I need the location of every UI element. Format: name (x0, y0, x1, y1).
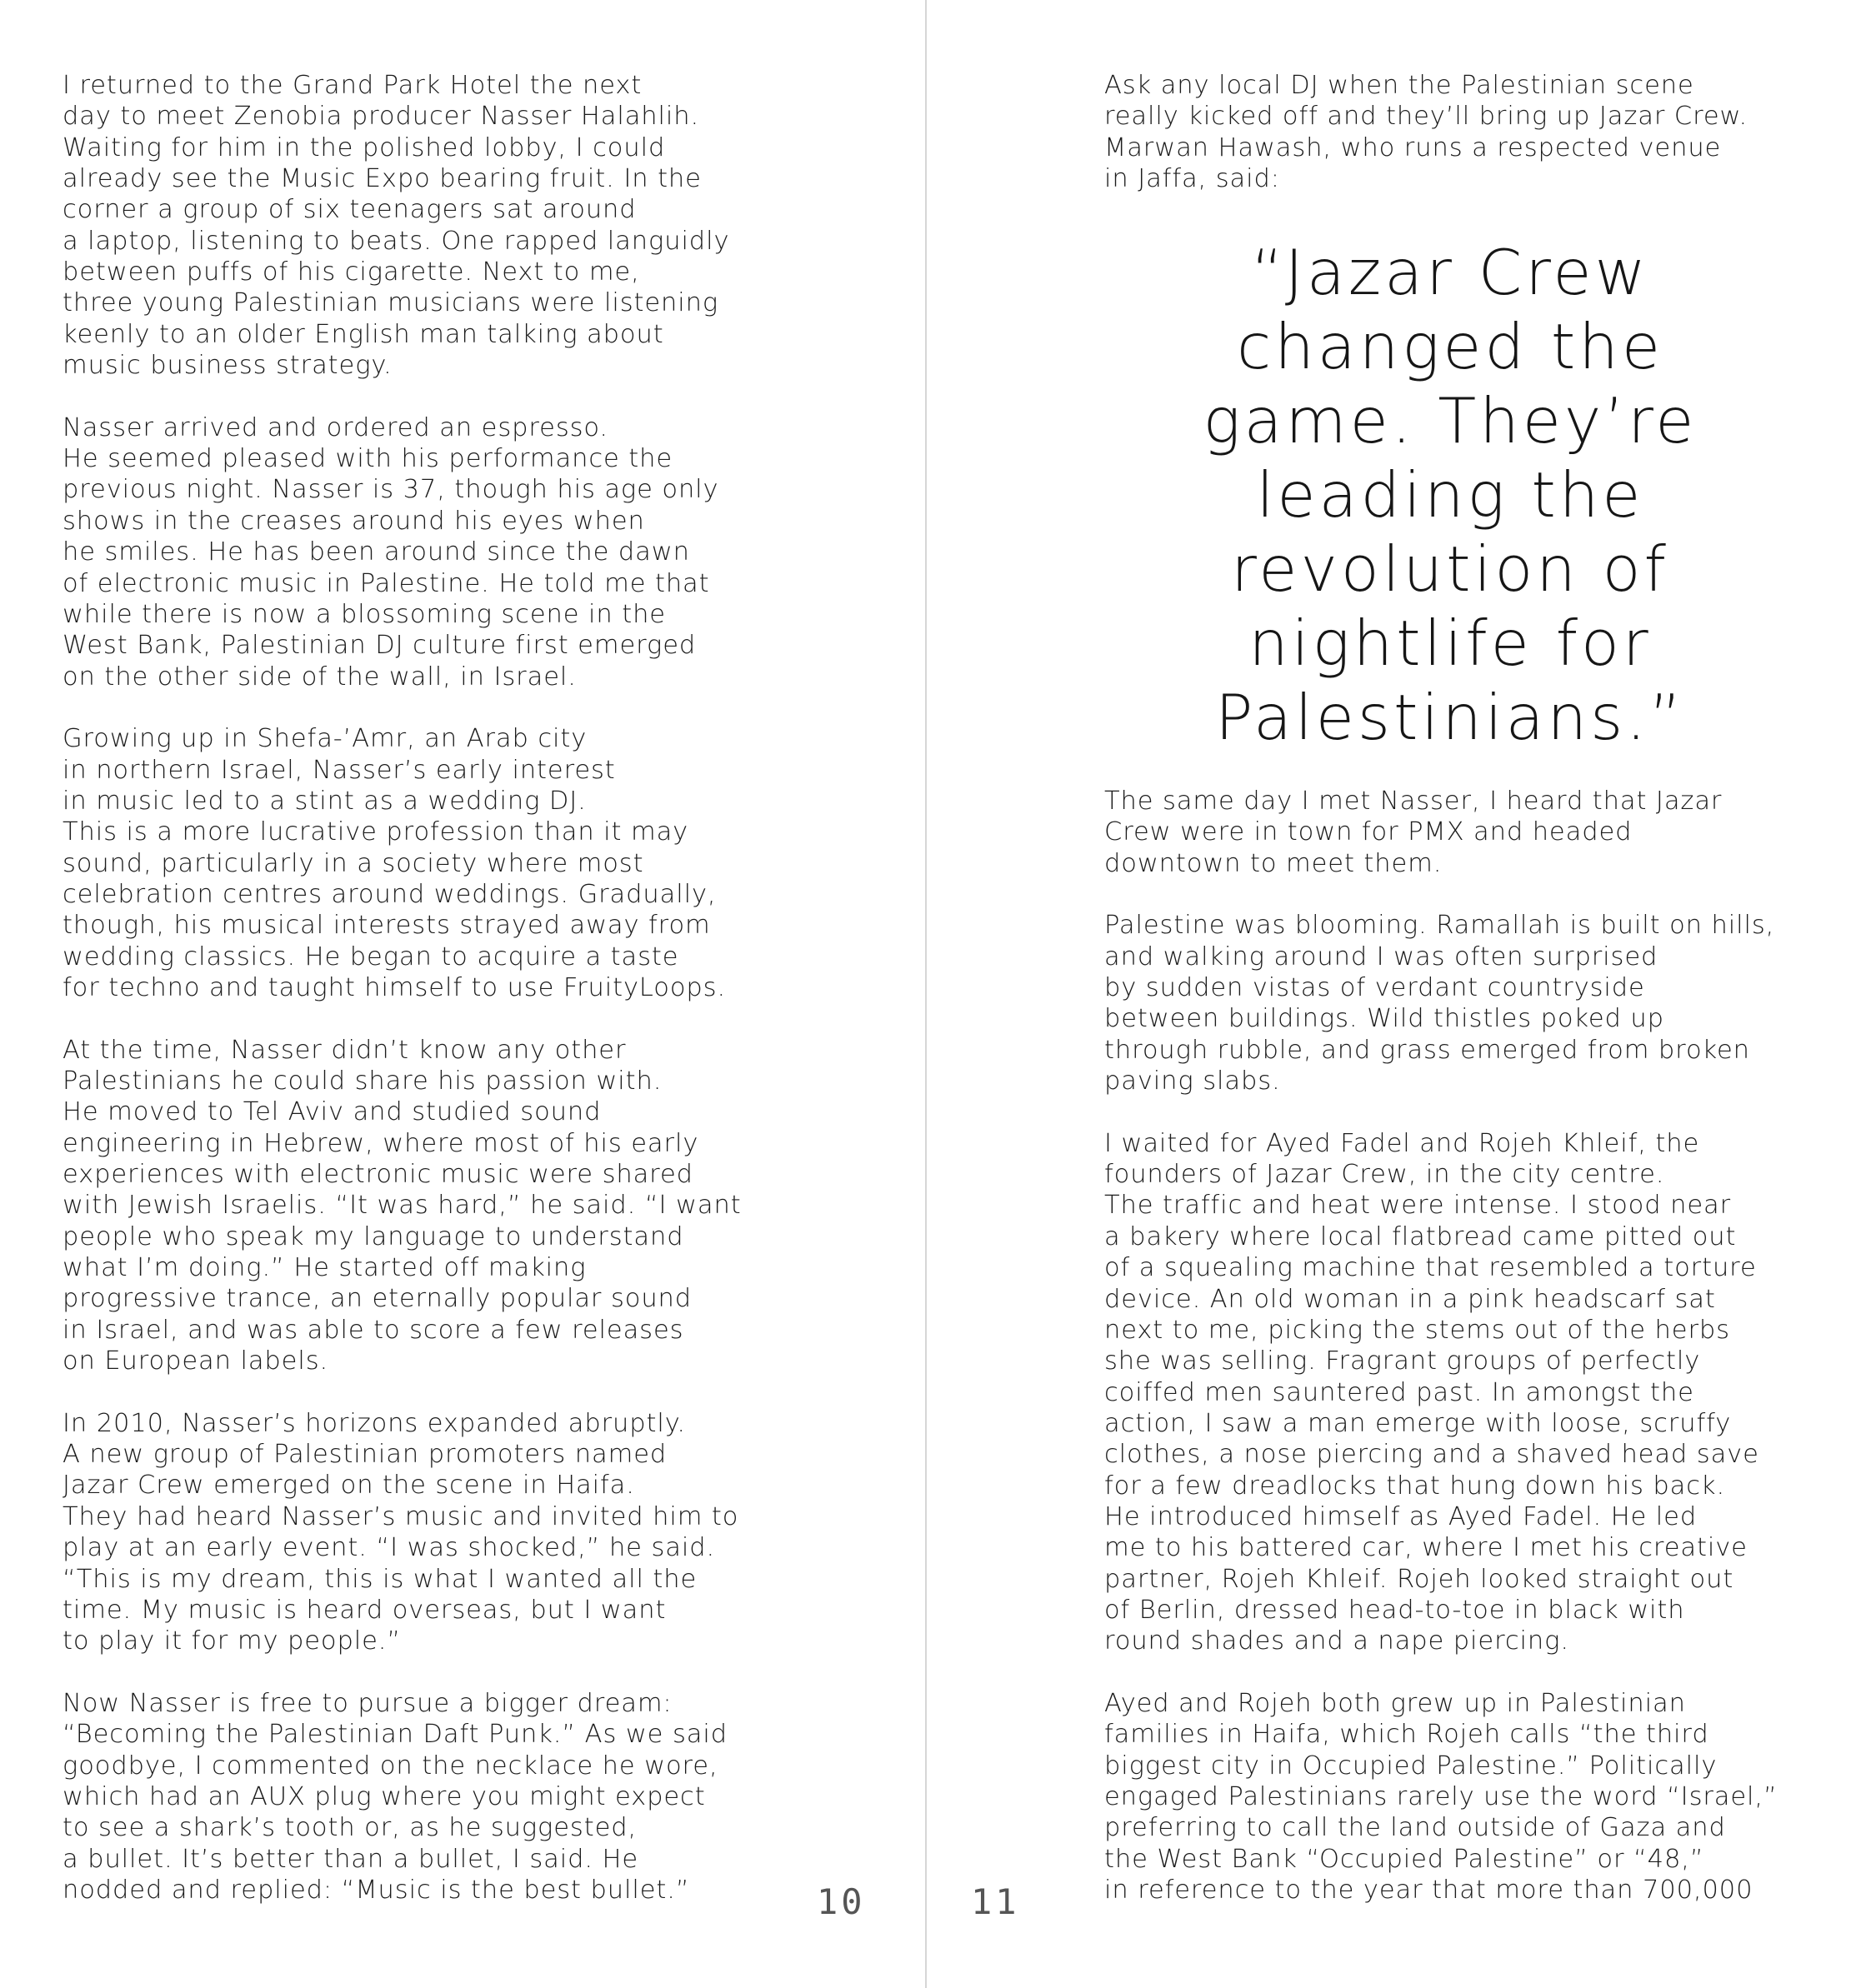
text-line: West Bank, Palestinian DJ culture first emerged (63, 631, 697, 661)
page-gutter (925, 0, 927, 1988)
text-line: In 2010, Nasser’s horizons expanded abruptly. (63, 1408, 686, 1438)
text-line: in Israel, and was able to score a few releases (63, 1315, 684, 1345)
text-line: music business strategy. (63, 351, 393, 381)
left-page-body (63, 70, 742, 1906)
text-line: in music led to a stint as a wedding DJ. (63, 786, 587, 816)
pull-quote-line: game. They’re (1203, 384, 1698, 457)
text-line: I returned to the Grand Park Hotel the next (63, 71, 643, 100)
text-line: shows in the creases around his eyes when (63, 506, 645, 536)
text-line: and walking around I was often surprised (1104, 942, 1658, 972)
text-line: Growing up in Shefa-’Amr, an Arab city (63, 724, 588, 754)
text-line: time. My music is heard overseas, but I want (63, 1595, 667, 1625)
text-line: she was selling. Fragrant groups of perfectly (1104, 1346, 1701, 1376)
page-number-left: 10 (817, 1881, 866, 1922)
text-line: A new group of Palestinian promoters named (63, 1440, 668, 1470)
text-line: next to me, picking the stems out of the herbs (1104, 1315, 1730, 1345)
text-line: Jazar Crew emerged on the scene in Haifa. (63, 1471, 635, 1501)
text-line: Nasser arrived and ordered an espresso. (63, 412, 609, 442)
text-line: he smiles. He has been around since the dawn (63, 537, 690, 567)
paragraph (63, 412, 742, 692)
text-line: a bakery where local flatbread came pitted out (1104, 1221, 1737, 1251)
text-line: keenly to an older English man talking about (63, 319, 664, 349)
text-line: I waited for Ayed Fadel and Rojeh Khleif, the (1104, 1128, 1700, 1158)
text-line: to play it for my people.” (63, 1626, 402, 1656)
text-line: of a squealing machine that resembled a torture (1104, 1253, 1757, 1283)
text-line: me to his battered car, where I met his creative (1104, 1533, 1748, 1563)
text-line: wedding classics. He began to acquire a taste (63, 942, 679, 972)
text-line: paving slabs. (1104, 1066, 1281, 1096)
text-line: of Berlin, dressed head-to-toe in black with (1104, 1595, 1685, 1625)
text-line: experiences with electronic music were shared (63, 1160, 693, 1190)
text-line: a laptop, listening to beats. One rapped languidly (63, 226, 730, 256)
text-line: in Jaffa, said: (1104, 164, 1280, 194)
text-line: They had heard Nasser’s music and invited him to (63, 1501, 739, 1531)
text-line: “Becoming the Palestinian Daft Punk.” As we said (63, 1720, 728, 1750)
text-line: on European labels. (63, 1346, 329, 1376)
pull-quote-line: leading the (1256, 458, 1644, 532)
text-line: for a few dreadlocks that hung down his back. (1104, 1471, 1726, 1501)
text-line: preferring to call the land outside of Gaza and (1104, 1813, 1726, 1843)
text-line: action, I saw a man emerge with loose, scruffy (1104, 1408, 1732, 1438)
text-line: for techno and taught himself to use FruityLoops. (63, 972, 727, 1002)
paragraph (63, 723, 742, 1003)
text-line: of electronic music in Palestine. He told me that (63, 568, 710, 598)
text-line: The same day I met Nasser, I heard that Jazar (1104, 787, 1723, 816)
text-line: partner, Rojeh Khleif. Rojeh looked straight out (1104, 1564, 1734, 1594)
paragraph (63, 1688, 742, 1906)
text-line: nodded and replied: “Music is the best bullet.” (63, 1875, 690, 1905)
right-page-intro (1104, 70, 1748, 194)
paragraph (1104, 786, 1778, 879)
text-line: already see the Music Expo bearing fruit. In the (63, 164, 702, 194)
text-line: At the time, Nasser didn’t know any other (63, 1035, 627, 1065)
page-number-right: 11 (971, 1881, 1020, 1922)
paragraph (63, 1035, 742, 1377)
text-line: the West Bank “Occupied Palestine” or “48,” (1104, 1844, 1704, 1874)
paragraph (1104, 1688, 1778, 1906)
paragraph (63, 70, 742, 381)
pull-quote-line: Palestinians.” (1215, 681, 1685, 754)
text-line: Palestine was blooming. Ramallah is built on hills, (1104, 911, 1775, 941)
text-line: by sudden vistas of verdant countryside (1104, 973, 1645, 1003)
text-line: clothes, a nose piercing and a shaved head save (1104, 1440, 1759, 1470)
text-line: previous night. Nasser is 37, though his age only (63, 475, 719, 505)
text-line: device. An old woman in a pink headscarf sat (1104, 1284, 1716, 1314)
pull-quote-line: nightlife for (1248, 607, 1652, 680)
text-line: with Jewish Israelis. “It was hard,” he said. “I want (63, 1191, 742, 1221)
paragraph (63, 1408, 742, 1657)
text-line: celebration centres around weddings. Gradually, (63, 879, 717, 909)
text-line: downtown to meet them. (1104, 848, 1443, 878)
right-page-body (1104, 786, 1778, 1906)
text-line: day to meet Zenobia producer Nasser Halahlih. (63, 102, 700, 132)
text-line: engineering in Hebrew, where most of his early (63, 1128, 699, 1158)
text-line: on the other side of the wall, in Israel. (63, 662, 577, 692)
text-line: The traffic and heat were intense. I stood near (1104, 1191, 1732, 1221)
text-line: biggest city in Occupied Palestine.” Politically (1104, 1751, 1718, 1781)
pull-quote-line: “Jazar Crew (1251, 236, 1649, 309)
text-line: engaged Palestinians rarely use the word “Israel,” (1104, 1782, 1778, 1811)
text-line: Marwan Hawash, who runs a respected venue (1104, 132, 1722, 162)
text-line: He introduced himself as Ayed Fadel. He led (1104, 1501, 1698, 1531)
text-line: goodbye, I commented on the necklace he wore, (63, 1751, 718, 1781)
text-line: families in Haifa, which Rojeh calls “the third (1104, 1720, 1709, 1750)
text-line: which had an AUX plug where you might expect (63, 1781, 706, 1811)
text-line: Ask any local DJ when the Palestinian scene (1104, 71, 1694, 100)
paragraph (1104, 910, 1778, 1096)
text-line: Palestinians he could share his passion with. (63, 1066, 663, 1096)
text-line: corner a group of six teenagers sat around (63, 195, 637, 225)
text-line: sound, particularly in a society where most (63, 848, 644, 878)
pull-quote-line: revolution of (1231, 532, 1669, 606)
text-line: Crew were in town for PMX and headed (1104, 817, 1633, 847)
text-line: to see a shark’s tooth or, as he suggested, (63, 1813, 638, 1843)
pull-quote-line: changed the (1237, 310, 1663, 383)
text-line: though, his musical interests strayed away from (63, 911, 711, 941)
text-line: three young Palestinian musicians were listening (63, 288, 719, 318)
text-line: play at an early event. “I was shocked,” he said. (63, 1533, 716, 1563)
text-line: coiffed men sauntered past. In amongst the (1104, 1377, 1694, 1407)
text-line: Ayed and Rojeh both grew up in Palestinian (1104, 1688, 1686, 1718)
text-line: founders of Jazar Crew, in the city centre. (1104, 1160, 1665, 1190)
text-line: Waiting for him in the polished lobby, I could (63, 132, 666, 162)
text-line: This is a more lucrative profession than it may (63, 817, 689, 847)
pull-quote (1083, 236, 1817, 755)
text-line: He seemed pleased with his performance the (63, 444, 673, 474)
text-line: a bullet. It’s better than a bullet, I said. He (63, 1844, 639, 1874)
text-line: between buildings. Wild thistles poked up (1104, 1004, 1664, 1034)
text-line: in northern Israel, Nasser’s early interest (63, 755, 616, 785)
text-line: progressive trance, an eternally popular sound (63, 1284, 693, 1314)
paragraph (1104, 1128, 1778, 1657)
text-line: people who speak my language to understand (63, 1221, 684, 1251)
text-line: between puffs of his cigarette. Next to me, (63, 257, 640, 287)
text-line: in reference to the year that more than 700,000 (1104, 1876, 1753, 1906)
text-line: Now Nasser is free to pursue a bigger dream: (63, 1688, 673, 1718)
text-line: while there is now a blossoming scene in the (63, 599, 666, 629)
text-line: He moved to Tel Aviv and studied sound (63, 1097, 602, 1127)
text-line: through rubble, and grass emerged from broken (1104, 1035, 1750, 1065)
text-line: really kicked off and they’ll bring up Jazar Crew. (1104, 102, 1748, 132)
text-line: “This is my dream, this is what I wanted all the (63, 1564, 698, 1594)
text-line: round shades and a nape piercing. (1104, 1626, 1569, 1656)
text-line: what I’m doing.” He started off making (63, 1253, 587, 1283)
